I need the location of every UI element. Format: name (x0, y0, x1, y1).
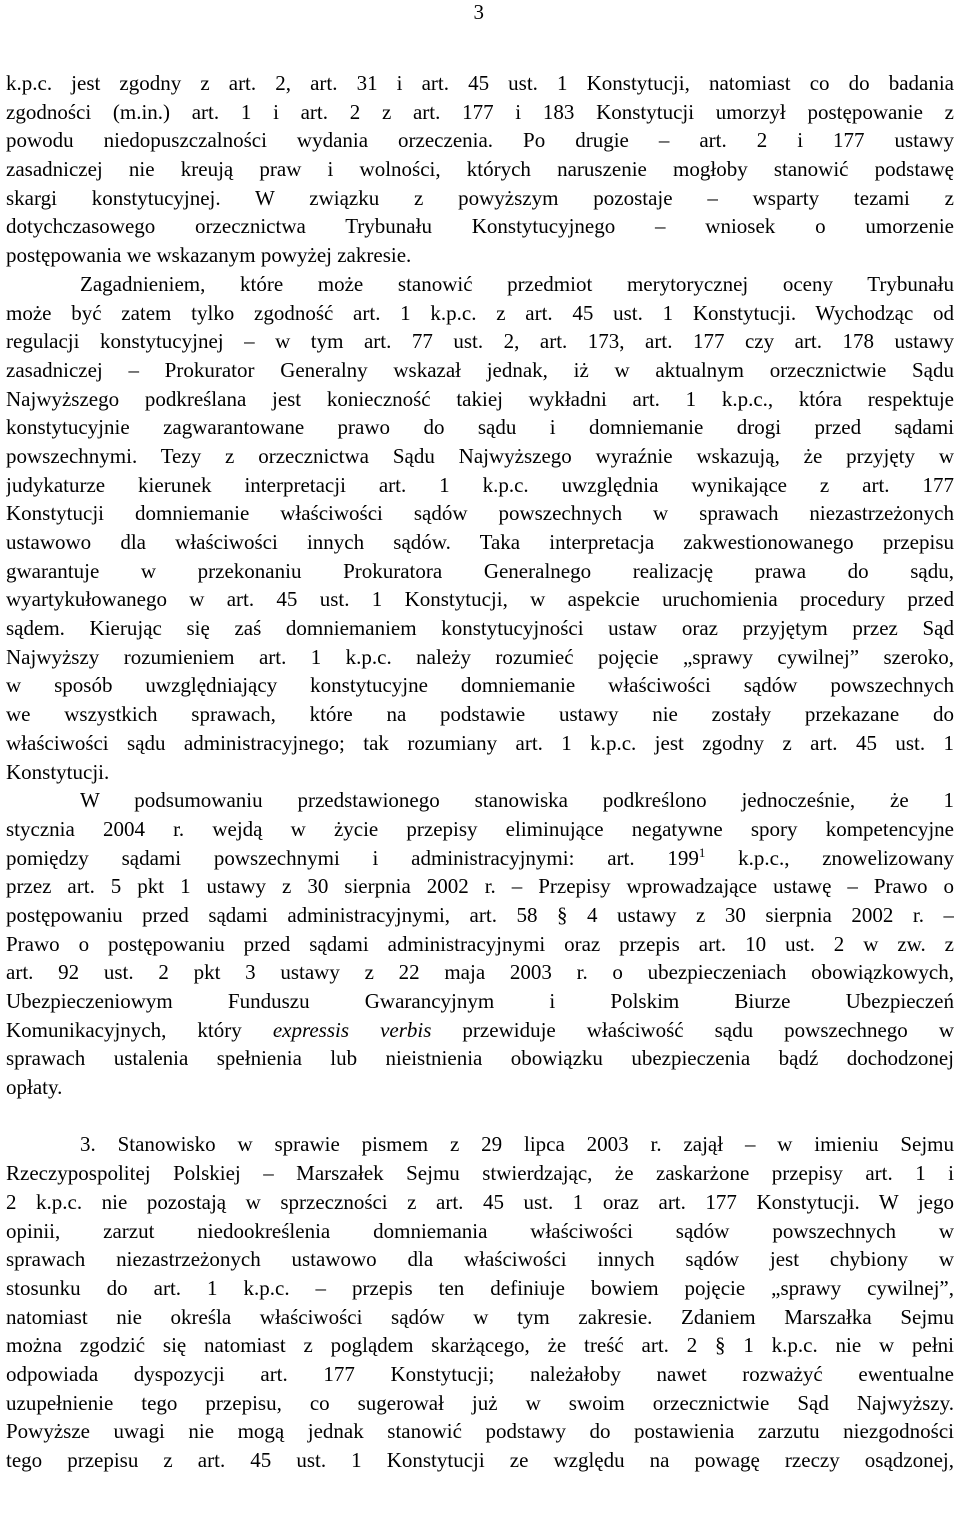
text-line: sądem. Kierując się zaś domniemaniem konstytucyjności ustaw oraz przyjętym przez Sąd (6, 616, 954, 641)
text-span: k.p.c., znowelizowany (705, 845, 954, 870)
page-number: 3 (473, 0, 484, 24)
text-line: postępowaniu przed sądami administracyjnymi, art. 58 § 4 ustawy z 30 sierpnia 2002 r. – (6, 902, 954, 927)
text-line: zasadniczej nie kreują praw i wolności, których naruszenie mogłoby stanowić podstawę (6, 157, 954, 182)
text-line: Prawo o postępowaniu przed sądami administracyjnymi oraz przepis art. 10 ust. 2 w zw. z (6, 931, 954, 956)
text-line: Powyższe uwagi nie mogą jednak stanowić podstawy do postawienia zarzutu niezgodności (6, 1419, 954, 1444)
text-line: ustawowo dla właściwości innych sądów. Taka interpretacja zakwestionowanego przepisu (6, 530, 954, 554)
text-line: 2 k.p.c. nie pozostają w sprzeczności z art. 45 ust. 1 oraz art. 177 Konstytucji. W jego (6, 1189, 954, 1214)
text-span: Komunikacyjnych, który (6, 1017, 273, 1042)
text-line: zgodności (m.in.) art. 1 i art. 2 z art. 177 i 183 Konstytucji umorzył postępowanie z (6, 99, 954, 124)
text-line: w sposób uwzględniający konstytucyjne domniemanie właściwości sądów powszechnych (6, 673, 954, 698)
text-line: W podsumowaniu przedstawionego stanowiska podkreślono jednocześnie, że 1 (80, 788, 954, 813)
text-line: natomiast nie określa właściwości sądów w tym zakresie. Zdaniem Marszałka Sejmu (6, 1304, 954, 1329)
text-line: art. 92 ust. 2 pkt 3 ustawy z 22 maja 2003 r. o ubezpieczeniach obowiązkowych, (6, 960, 954, 985)
text-line: opinii, zarzut niedookreślenia domniemania właściwości sądów powszechnych w (6, 1218, 954, 1243)
text-line: Rzeczypospolitej Polskiej – Marszałek Sejmu stwierdzając, że zaskarżone przepisy art. 1 i (6, 1161, 954, 1186)
superscript: 1 (698, 844, 706, 860)
text-line: stycznia 2004 r. wejdą w życie przepisy eliminujące negatywne spory kompetencyjne (6, 816, 954, 841)
text-line: judykaturze kierunek interpretacji art. 1 k.p.c. uwzględnia wynikające z art. 177 (6, 472, 954, 497)
text-line: odpowiada dyspozycji art. 177 Konstytucji; należałoby nawet rozważyć ewentualne (6, 1361, 954, 1386)
text-span: przewiduje właściwość sądu powszechnego w (431, 1017, 954, 1042)
paragraph-1 (6, 69, 954, 270)
text-line: opłaty. (6, 1075, 63, 1100)
text-line: stosunku do art. 1 k.p.c. – przepis ten definiuje bowiem pojęcie „sprawy cywilnej”, (6, 1275, 954, 1300)
document-body (6, 69, 954, 1475)
text-line: uzupełnienie tego przepisu, co sugerował już w swoim orzecznictwie Sąd Najwyższy. (6, 1390, 954, 1415)
text-line: wyartykułowanego w art. 45 ust. 1 Konstytucji, w aspekcie uruchomienia procedury przed (6, 587, 954, 612)
text-line: powszechnymi. Tezy z orzecznictwa Sądu Najwyższego wyraźnie wskazują, że przyjęty w (6, 443, 954, 468)
text-line: sprawach niezastrzeżonych ustawowo dla właściwości innych sądów jest chybiony w (6, 1247, 954, 1272)
text-span: pomiędzy sądami powszechnymi i administracyjnymi: art. 199 (6, 845, 699, 870)
text-line: 3. Stanowisko w sprawie pismem z 29 lipca 2003 r. zajął – w imieniu Sejmu (80, 1132, 954, 1157)
text-line: Konstytucji. (6, 759, 110, 784)
text-line: może być zatem tylko zgodność art. 1 k.p.c. z art. 45 ust. 1 Konstytucji. Wychodząc od (6, 300, 954, 325)
text-line: właściwości sądu administracyjnego; tak rozumiany art. 1 k.p.c. jest zgodny z art. 45 ust. 1 (6, 730, 954, 755)
text-line (6, 844, 954, 873)
text-line (6, 1016, 954, 1045)
text-line: zasadniczej – Prokurator Generalny wskazał jednak, iż w aktualnym orzecznictwie Sądu (6, 357, 954, 382)
text-line: sprawach ustalenia spełnienia lub nieistnienia obowiązku ubezpieczenia bądź dochodzonej (6, 1046, 954, 1071)
text-line: Konstytucji domniemanie właściwości sądów powszechnych w sprawach niezastrzeżonych (6, 501, 954, 526)
text-line: skargi konstytucyjnej. W związku z powyższym pozostaje – wsparty tezami z (6, 185, 954, 210)
text-line: konstytucyjnie zagwarantowane prawo do sądu i domniemanie drogi przed sądami (6, 415, 954, 440)
text-line: przez art. 5 pkt 1 ustawy z 30 sierpnia 2002 r. – Przepisy wprowadzające ustawę – Prawo o (6, 874, 954, 899)
text-line: postępowania we wskazanym powyżej zakresie. (6, 243, 412, 268)
text-line: Najwyższy rozumieniem art. 1 k.p.c. należy rozumieć pojęcie „sprawy cywilnej” szeroko, (6, 644, 954, 669)
italic-text: expressis verbis (272, 1017, 432, 1042)
text-line: dotychczasowego orzecznictwa Trybunału Konstytucyjnego – wniosek o umorzenie (6, 214, 954, 239)
text-line: można zgodzić się natomiast z poglądem skarżącego, że treść art. 2 § 1 k.p.c. nie w pełni (6, 1333, 954, 1358)
text-line: k.p.c. jest zgodny z art. 2, art. 31 i art. 45 ust. 1 Konstytucji, natomiast co do badania (6, 71, 954, 95)
text-line: powodu niedopuszczalności wydania orzeczenia. Po drugie – art. 2 i 177 ustawy (6, 128, 954, 153)
text-line: Najwyższego podkreślana jest konieczność takiej wykładni art. 1 k.p.c., która respektuje (6, 386, 954, 411)
text-line: gwarantuje w przekonaniu Prokuratora Generalnego realizację prawa do sądu, (6, 558, 954, 583)
paragraph-4 (6, 1130, 954, 1474)
text-line: we wszystkich sprawach, które na podstawie ustawy nie zostały przekazane do (6, 702, 954, 727)
paragraph-2 (6, 270, 954, 786)
text-line: Zagadnieniem, które może stanowić przedmiot merytorycznej oceny Trybunału (80, 271, 954, 296)
text-line: Ubezpieczeniowym Funduszu Gwarancyjnym i Polskim Biurze Ubezpieczeń (6, 989, 954, 1013)
paragraph-spacer (6, 1102, 954, 1131)
text-line: tego przepisu z art. 45 ust. 1 Konstytucji ze względu na powagę rzeczy osądzonej, (6, 1448, 954, 1472)
text-line: regulacji konstytucyjnej – w tym art. 77 ust. 2, art. 173, art. 177 czy art. 178 ustawy (6, 329, 954, 354)
paragraph-3 (6, 786, 954, 1102)
